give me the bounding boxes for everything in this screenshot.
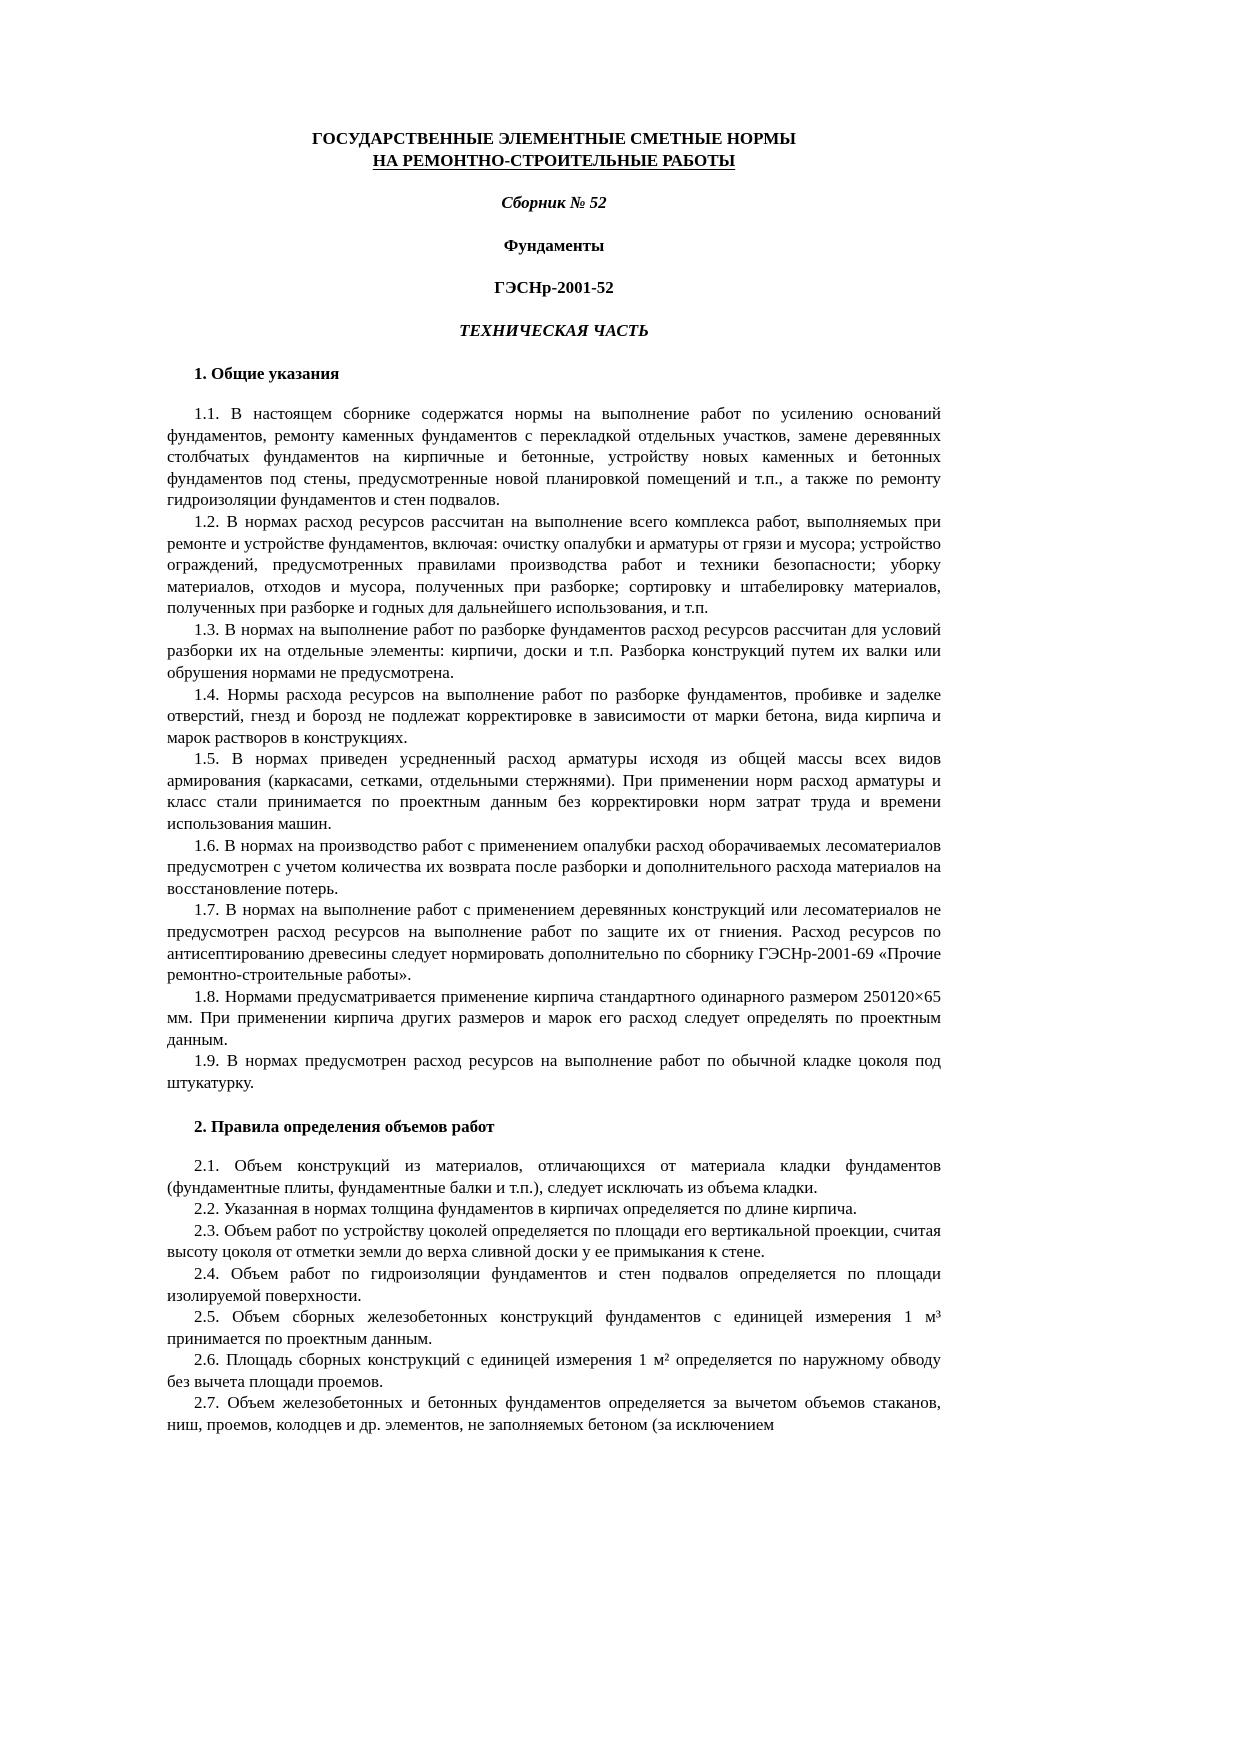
paragraph-1-7: 1.7. В нормах на выполнение работ с применением деревянных конструкций или лесоматериалов не предусмотрен расход ресурсов на выполнение работ по защите их от гниения. Расход ресурсов по антисептированию древесины следует нормировать дополнительно по сборнику ГЭСНр-2001-69 «Прочие ремонтно-строительные работы». — [167, 900, 941, 985]
paragraph-2-3: 2.3. Объем работ по устройству цоколей определяется по площади его вертикальной проекции, считая высоту цоколя от отметки земли до верха сливной доски у ее примыкания к стене. — [167, 1220, 941, 1262]
paragraph-2-5: 2.5. Объем сборных железобетонных конструкций фундаментов с единицей измерения 1 м³ принимается по проектным данным. — [167, 1307, 941, 1348]
paragraph-2-4: 2.4. Объем работ по гидроизоляции фундаментов и стен подвалов определяется по площади изолируемой поверхности. — [167, 1264, 941, 1305]
technical-part-title: ТЕХНИЧЕСКАЯ ЧАСТЬ — [459, 320, 649, 340]
paragraph-1-6: 1.6. В нормах на производство работ с применением опалубки расход оборачиваемых лесоматериалов предусмотрен с учетом количества их возврата после разборки и дополнительного расхода материалов на восстановление потерь. — [167, 835, 941, 898]
collection-number: Сборник № 52 — [501, 193, 607, 213]
section-1-heading: 1. Общие указания — [194, 364, 340, 384]
paragraph-1-2: 1.2. В нормах расход ресурсов рассчитан на выполнение всего комплекса работ, выполняемых при ремонте и устройстве фундаментов, включая: очистку опалубки и арматуры от грязи и мусора; устройство ограждений, предусмотренных правилами производства работ и техники безопасности; уборку материалов, отходов и мусора, полученных при разборке; сортировку и штабелировку материалов, полученных при разборке и годных для дальнейшего использования, и т.п. — [167, 511, 941, 618]
paragraph-1-1: 1.1. В настоящем сборнике содержатся нормы на выполнение работ по усилению оснований фундаментов, ремонту каменных фундаментов с перекладкой отдельных участков, замене деревянных столбчатых фундаментов на кирпичные и бетонные, устройству новых каменных и бетонных фундаментов под стены, предусмотренные новой планировкой помещений и т.п., а также по ремонту гидроизоляции фундаментов и стен подвалов. — [167, 404, 941, 510]
document-title-line1: ГОСУДАРСТВЕННЫЕ ЭЛЕМЕНТНЫЕ СМЕТНЫЕ НОРМЫ — [312, 129, 796, 148]
paragraph-1-3: 1.3. В нормах на выполнение работ по разборке фундаментов расход ресурсов рассчитан для условий разборки их на отдельные элементы: кирпичи, доски и т.п. Разборка конструкций путем их валки или обрушения нормами не предусмотрена. — [167, 619, 941, 682]
paragraph-1-5: 1.5. В нормах приведен усредненный расход арматуры исходя из общей массы всех видов армирования (каркасами, сетками, отдельными стержнями). При применении норм расход арматуры и класс стали принимается по проектным данным без корректировки норм затрат труда и времени использования машин. — [167, 749, 941, 834]
document-name: Фундаменты — [503, 235, 605, 255]
paragraph-1-9: 1.9. В нормах предусмотрен расход ресурсов на выполнение работ по обычной кладке цоколя под штукатурку. — [167, 1051, 941, 1092]
paragraph-1-8: 1.8. Нормами предусматривается применение кирпича стандартного одинарного размером 250120×65 мм. При применении кирпича других размеров и марок его расход следует определять по проектным данным. — [167, 986, 941, 1049]
paragraph-2-2: 2.2. Указанная в нормах толщина фундаментов в кирпичах определяется по длине кирпича. — [194, 1199, 858, 1219]
paragraph-1-4: 1.4. Нормы расхода ресурсов на выполнение работ по разборке фундаментов, пробивке и заделке отверстий, гнезд и борозд не подлежат корректировке в зависимости от марки бетона, вида кирпича и марок растворов в конструкциях. — [167, 684, 941, 747]
document-code: ГЭСНр-2001-52 — [494, 278, 614, 298]
paragraph-2-7: 2.7. Объем железобетонных и бетонных фундаментов определяется за вычетом объемов стаканов, ниш, проемов, колодцев и др. элементов, не заполняемых бетоном (за исключением — [167, 1393, 941, 1435]
paragraph-2-6: 2.6. Площадь сборных конструкций с единицей измерения 1 м² определяется по наружному обводу без вычета площади проемов. — [167, 1350, 941, 1391]
section-2-heading: 2. Правила определения объемов работ — [194, 1116, 495, 1136]
document-title — [167, 128, 941, 171]
document-title-line2: НА РЕМОНТНО-СТРОИТЕЛЬНЫЕ РАБОТЫ — [372, 150, 736, 170]
paragraph-2-1: 2.1. Объем конструкций из материалов, отличающихся от материала кладки фундаментов (фундаментные плиты, фундаментные балки и т.п.), следует исключать из объема кладки. — [167, 1156, 941, 1197]
